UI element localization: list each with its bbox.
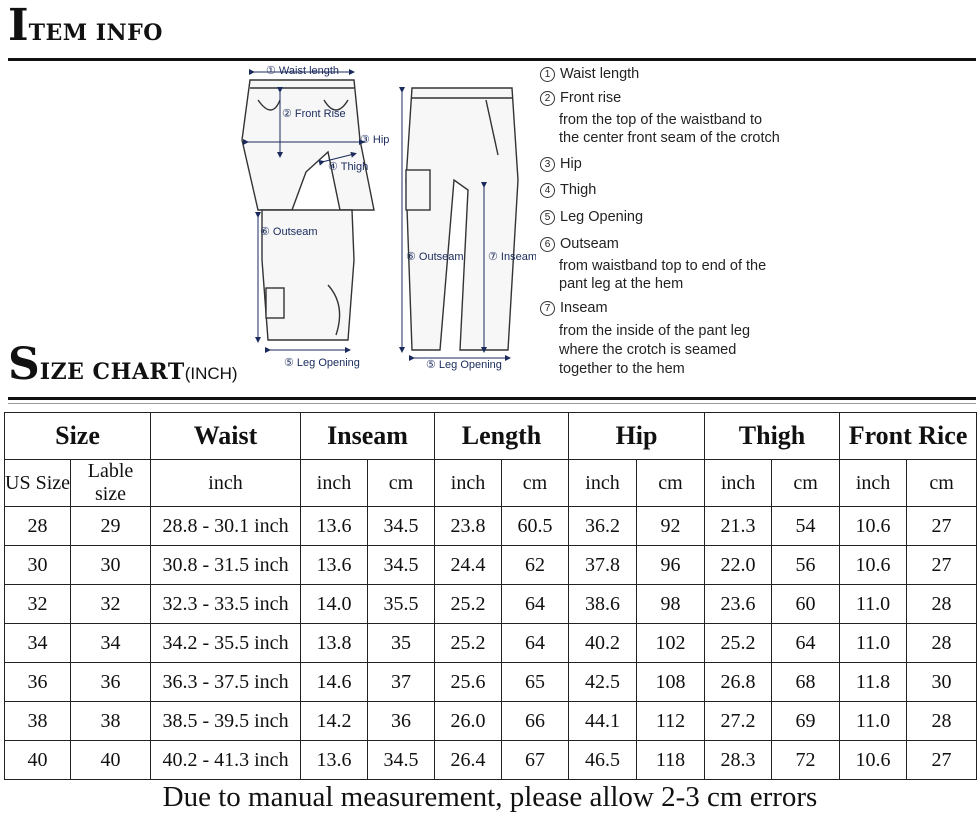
table-cell: 22.0 <box>705 546 772 585</box>
table-cell: 102 <box>637 624 705 663</box>
header-hip: Hip <box>569 413 705 460</box>
size-chart-heading <box>8 339 238 390</box>
table-cell: 40.2 - 41.3 inch <box>151 741 301 780</box>
header-front-rice: Front Rice <box>840 413 977 460</box>
table-cell: 36 <box>5 663 71 702</box>
table-cell: 54 <box>772 507 840 546</box>
table-cell: 40 <box>71 741 151 780</box>
table-cell: 26.8 <box>705 663 772 702</box>
table-row <box>5 663 977 702</box>
item-info-initial: I <box>8 0 29 51</box>
legend-item-inseam: 7 Inseam <box>540 300 608 316</box>
leg-opening-short-label: ⑤ Leg Opening <box>284 357 360 369</box>
table-cell: 60 <box>772 585 840 624</box>
table-cell: 118 <box>637 741 705 780</box>
table-cell: 34.5 <box>368 546 435 585</box>
table-row <box>5 546 977 585</box>
leg-opening-long-label: ⑤ Leg Opening <box>426 359 502 371</box>
table-cell: 28 <box>5 507 71 546</box>
table-cell: 34 <box>71 624 151 663</box>
legend-front-rise-desc-2: the center front seam of the crotch <box>559 130 780 146</box>
table-cell: 96 <box>637 546 705 585</box>
subheader-cell: Lable size <box>71 460 151 507</box>
legend-front-rise-desc-1: from the top of the waistband to <box>559 112 763 128</box>
table-cell: 35 <box>368 624 435 663</box>
table-cell: 25.2 <box>435 624 502 663</box>
table-cell: 36.2 <box>569 507 637 546</box>
table-cell: 34.5 <box>368 741 435 780</box>
table-cell: 36 <box>71 663 151 702</box>
table-cell: 32.3 - 33.5 inch <box>151 585 301 624</box>
subheader-cell: cm <box>502 460 569 507</box>
table-cell: 27.2 <box>705 702 772 741</box>
table-cell: 64 <box>772 624 840 663</box>
table-cell: 32 <box>71 585 151 624</box>
subheader-cell: inch <box>705 460 772 507</box>
table-cell: 10.6 <box>840 546 907 585</box>
table-cell: 21.3 <box>705 507 772 546</box>
table-cell: 42.5 <box>569 663 637 702</box>
table-cell: 10.6 <box>840 507 907 546</box>
subheader-cell: inch <box>301 460 368 507</box>
table-cell: 38.5 - 39.5 inch <box>151 702 301 741</box>
table-cell: 35.5 <box>368 585 435 624</box>
table-cell: 23.8 <box>435 507 502 546</box>
table-row <box>5 585 977 624</box>
subheader-cell: inch <box>840 460 907 507</box>
table-cell: 30 <box>907 663 977 702</box>
table-cell: 28 <box>907 624 977 663</box>
legend-item-waist-length: 1 Waist length <box>540 66 639 82</box>
table-cell: 10.6 <box>840 741 907 780</box>
table-cell: 36 <box>368 702 435 741</box>
size-chart-divider <box>8 397 976 400</box>
table-cell: 25.2 <box>435 585 502 624</box>
table-cell: 66 <box>502 702 569 741</box>
table-cell: 14.2 <box>301 702 368 741</box>
table-subheader-row <box>5 460 977 507</box>
outseam-short-label: ⑥ Outseam <box>260 226 318 238</box>
table-cell: 29 <box>71 507 151 546</box>
waist-length-label: ① Waist length <box>266 65 340 77</box>
table-cell: 68 <box>772 663 840 702</box>
legend-outseam-desc-2: pant leg at the hem <box>559 276 684 292</box>
table-row <box>5 624 977 663</box>
header-length: Length <box>435 413 569 460</box>
table-cell: 56 <box>772 546 840 585</box>
table-cell: 26.0 <box>435 702 502 741</box>
subheader-cell: cm <box>772 460 840 507</box>
header-inseam: Inseam <box>301 413 435 460</box>
table-cell: 14.6 <box>301 663 368 702</box>
subheader-cell: US Size <box>5 460 71 507</box>
item-info-title: TEM INFO <box>28 20 163 46</box>
table-cell: 92 <box>637 507 705 546</box>
table-cell: 40 <box>5 741 71 780</box>
measurement-disclaimer: Due to manual measurement, please allow 2-3 cm errors <box>162 781 818 813</box>
subheader-cell: inch <box>151 460 301 507</box>
table-cell: 60.5 <box>502 507 569 546</box>
table-cell: 44.1 <box>569 702 637 741</box>
table-cell: 40.2 <box>569 624 637 663</box>
table-cell: 27 <box>907 507 977 546</box>
table-cell: 112 <box>637 702 705 741</box>
table-cell: 27 <box>907 546 977 585</box>
legend-item-thigh: 4 Thigh <box>540 182 596 198</box>
inseam-long-label: ⑦ Inseam <box>488 251 536 263</box>
measurement-diagrams <box>236 60 536 380</box>
table-cell: 28 <box>907 702 977 741</box>
table-cell: 13.8 <box>301 624 368 663</box>
legend-outseam-desc-1: from waistband top to end of the <box>559 258 767 274</box>
table-cell: 24.4 <box>435 546 502 585</box>
table-cell: 30 <box>71 546 151 585</box>
table-row <box>5 702 977 741</box>
subheader-cell: inch <box>569 460 637 507</box>
header-thigh: Thigh <box>705 413 840 460</box>
table-row <box>5 741 977 780</box>
table-cell: 38.6 <box>569 585 637 624</box>
subheader-cell: cm <box>907 460 977 507</box>
table-cell: 65 <box>502 663 569 702</box>
legend-item-leg-opening: 5 Leg Opening <box>540 209 643 225</box>
table-cell: 28.3 <box>705 741 772 780</box>
table-cell: 34.5 <box>368 507 435 546</box>
thigh-label: ④ Thigh <box>328 161 369 173</box>
table-cell: 28.8 - 30.1 inch <box>151 507 301 546</box>
item-info-heading <box>8 0 163 51</box>
size-chart-table <box>4 412 977 780</box>
table-cell: 23.6 <box>705 585 772 624</box>
table-cell: 27 <box>907 741 977 780</box>
shorts-front-illustration <box>242 80 374 210</box>
table-cell: 13.6 <box>301 741 368 780</box>
table-body <box>5 507 977 780</box>
table-cell: 11.0 <box>840 702 907 741</box>
pants-diagram <box>236 60 536 380</box>
table-cell: 28 <box>907 585 977 624</box>
table-cell: 38 <box>5 702 71 741</box>
table-cell: 11.0 <box>840 624 907 663</box>
size-chart-initial: S <box>8 339 40 390</box>
table-cell: 34 <box>5 624 71 663</box>
table-cell: 13.6 <box>301 546 368 585</box>
table-cell: 30.8 - 31.5 inch <box>151 546 301 585</box>
table-cell: 36.3 - 37.5 inch <box>151 663 301 702</box>
legend-item-hip: 3 Hip <box>540 156 582 172</box>
legend-inseam-desc-1: from the inside of the pant leg <box>559 323 751 339</box>
table-cell: 25.6 <box>435 663 502 702</box>
table-cell: 11.8 <box>840 663 907 702</box>
table-cell: 34.2 - 35.5 inch <box>151 624 301 663</box>
table-cell: 98 <box>637 585 705 624</box>
table-cell: 37.8 <box>569 546 637 585</box>
table-cell: 37 <box>368 663 435 702</box>
table-cell: 32 <box>5 585 71 624</box>
legend-inseam-desc-3: together to the hem <box>559 361 685 377</box>
table-cell: 25.2 <box>705 624 772 663</box>
table-row <box>5 507 977 546</box>
header-waist: Waist <box>151 413 301 460</box>
subheader-cell: cm <box>637 460 705 507</box>
legend-item-front-rise: 2 Front rise <box>540 90 621 106</box>
outseam-long-label: ⑥ Outseam <box>406 251 464 263</box>
table-cell: 30 <box>5 546 71 585</box>
table-cell: 67 <box>502 741 569 780</box>
table-cell: 72 <box>772 741 840 780</box>
table-cell: 69 <box>772 702 840 741</box>
subheader-cell: cm <box>368 460 435 507</box>
table-cell: 64 <box>502 585 569 624</box>
size-chart-divider-thin <box>8 403 976 404</box>
table-cell: 11.0 <box>840 585 907 624</box>
table-cell: 26.4 <box>435 741 502 780</box>
table-cell: 46.5 <box>569 741 637 780</box>
header-size: Size <box>5 413 151 460</box>
size-chart-title: IZE CHART <box>39 359 185 385</box>
table-cell: 38 <box>71 702 151 741</box>
long-pants-illustration <box>406 88 518 350</box>
size-chart-unit: (INCH) <box>184 364 238 383</box>
table-cell: 14.0 <box>301 585 368 624</box>
table-cell: 64 <box>502 624 569 663</box>
front-rise-label: ② Front Rise <box>282 108 346 120</box>
legend-inseam-desc-2: where the crotch is seamed <box>559 342 737 358</box>
legend-item-outseam: 6 Outseam <box>540 236 619 252</box>
hip-label: ③ Hip <box>360 134 390 146</box>
table-cell: 108 <box>637 663 705 702</box>
table-cell: 62 <box>502 546 569 585</box>
table-group-header-row <box>5 413 977 460</box>
subheader-cell: inch <box>435 460 502 507</box>
table-cell: 13.6 <box>301 507 368 546</box>
